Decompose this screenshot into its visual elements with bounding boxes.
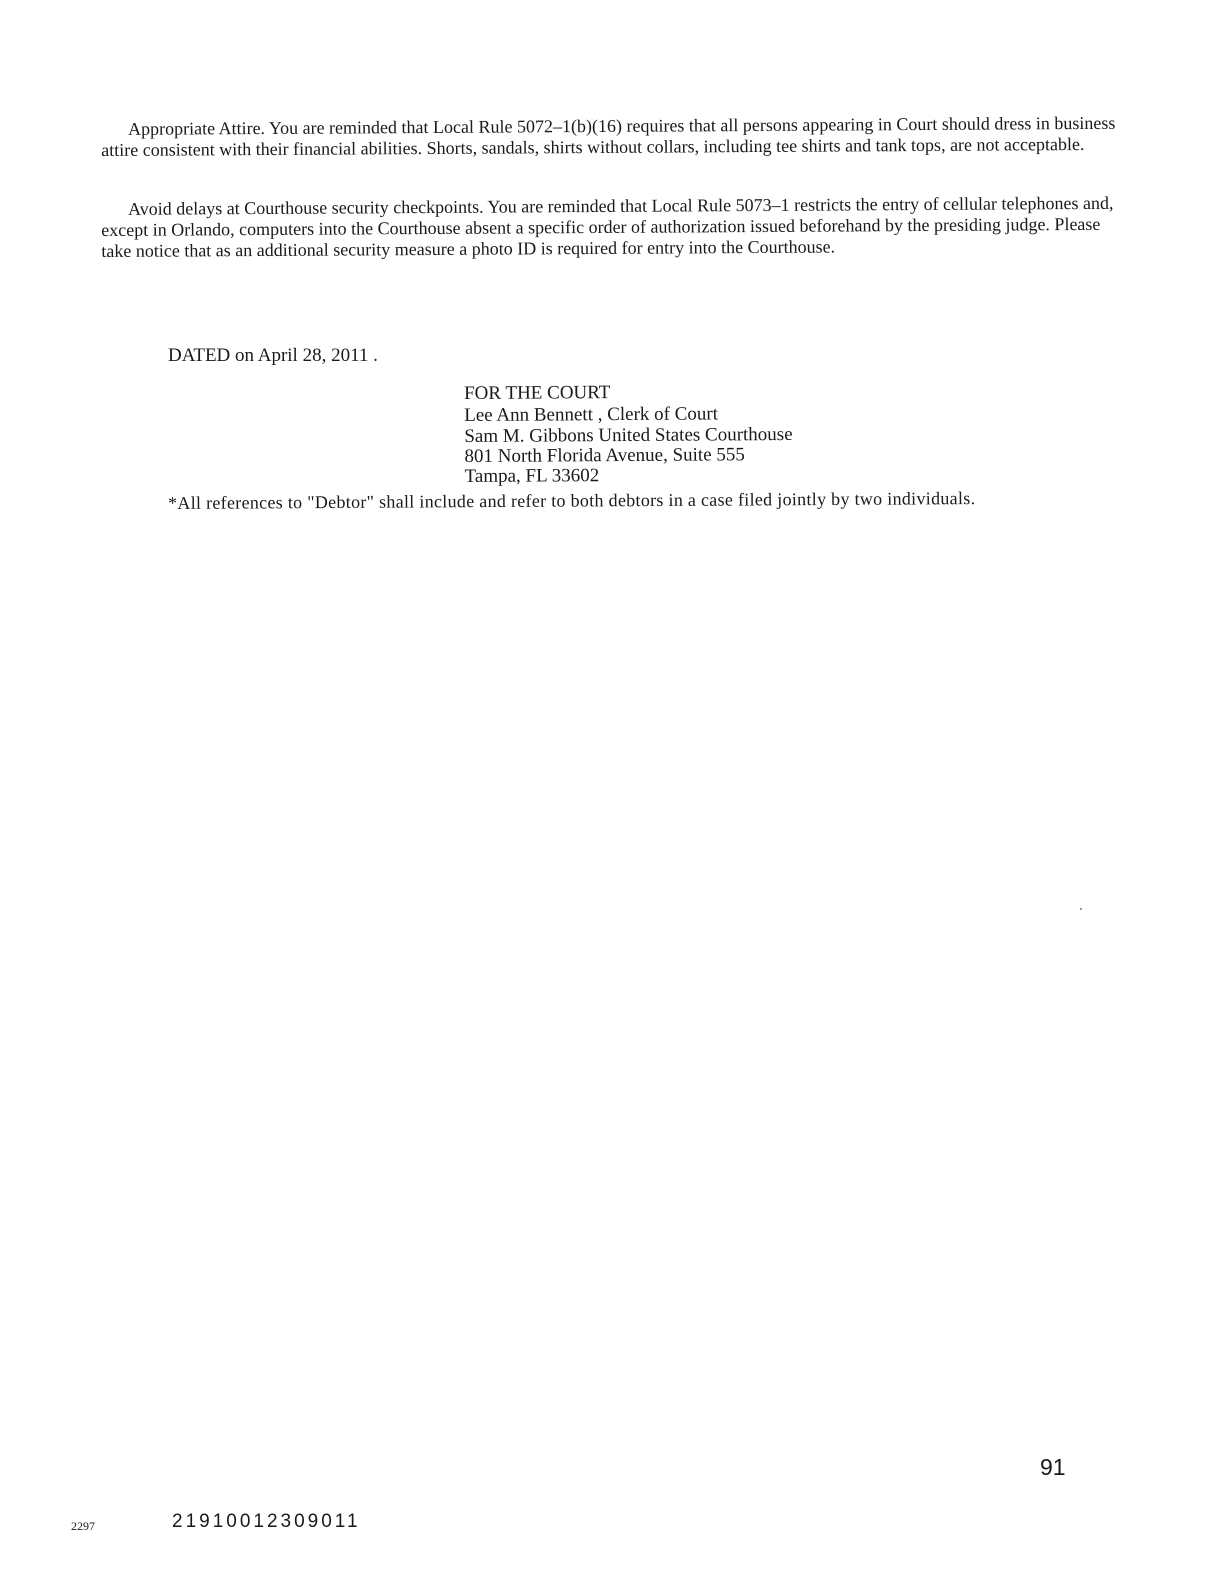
courthouse-name: Sam M. Gibbons United States Courthouse bbox=[464, 423, 793, 447]
security-paragraph: Avoid delays at Courthouse security checkpoints. You are reminded that Local Rule 5073–1 restricts the entry of cellular telephones and, except in Orlando, computers into the Courthouse absent a specific order of authorization issued beforehand by the presiding judge. Please take notice that as an additional security measure a photo ID is required for entry into the Courthouse. bbox=[101, 192, 1114, 261]
page-number: 91 bbox=[1040, 1454, 1066, 1480]
signature-block bbox=[464, 381, 793, 487]
signature-heading: FOR THE COURT bbox=[464, 382, 611, 404]
document-code: 2297 bbox=[71, 1519, 95, 1533]
street-address: 801 North Florida Avenue, Suite 555 bbox=[464, 444, 745, 467]
dated-line: DATED on April 28, 2011 . bbox=[168, 345, 378, 366]
attire-paragraph: Appropriate Attire. You are reminded that Local Rule 5072–1(b)(16) requires that all persons appearing in Court should dress in business attire consistent with their financial abilities. Shorts, sandals, shirts without collars, including tee shirts and tank tops, are not acceptable. bbox=[101, 112, 1116, 160]
debtor-footnote: *All references to "Debtor" shall include and refer to both debtors in a case filed jointly by two individuals. bbox=[168, 488, 976, 513]
barcode-number: 21910012309011 bbox=[172, 1511, 361, 1532]
city-state-zip: Tampa, FL 33602 bbox=[464, 465, 600, 487]
scan-speck bbox=[1080, 908, 1082, 910]
clerk-name: Lee Ann Bennett , Clerk of Court bbox=[464, 403, 719, 426]
